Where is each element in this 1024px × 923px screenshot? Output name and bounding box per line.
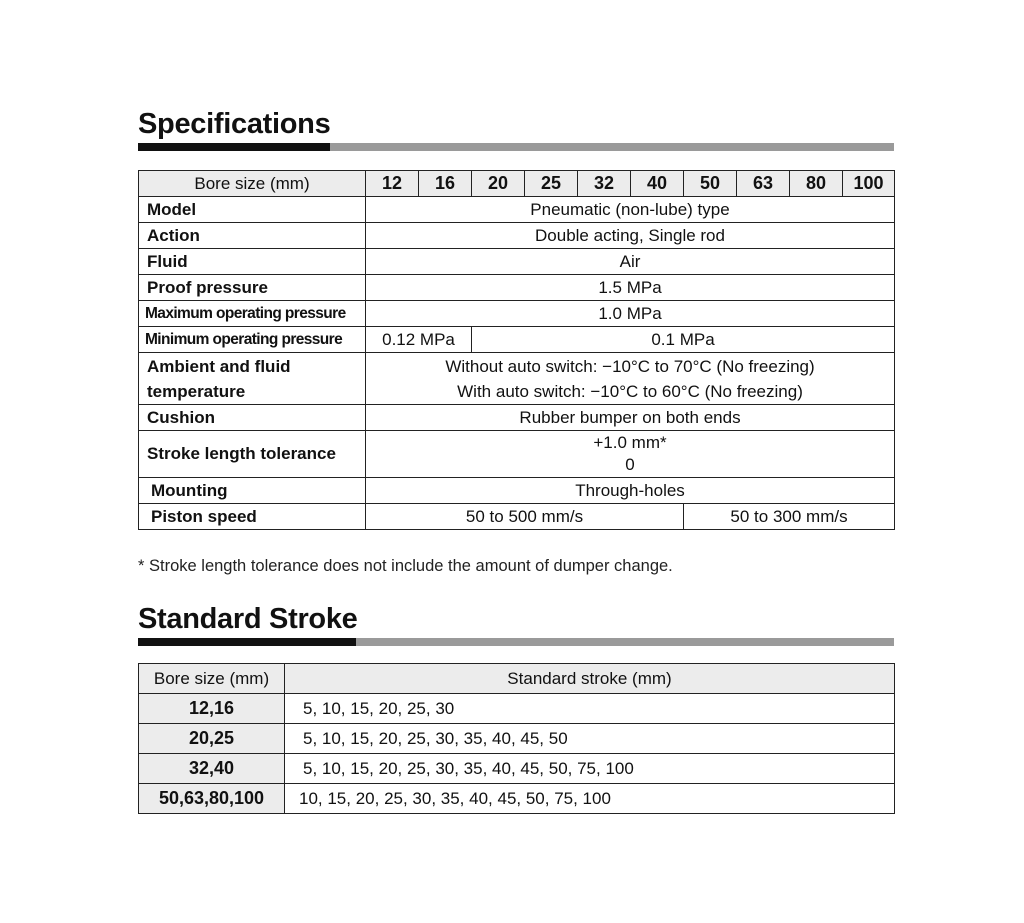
- stroke-tolerance-row: [139, 431, 895, 478]
- fluid-row: [139, 249, 895, 275]
- specifications-title: Specifications: [138, 108, 331, 140]
- stroke-tolerance-plus: +1.0 mm*: [593, 433, 667, 452]
- temperature-value-line2: With auto switch: −10°C to 60°C (No freezing): [457, 381, 803, 401]
- specifications-rule: [138, 143, 894, 151]
- max-pressure-row: [139, 301, 895, 327]
- stroke-tolerance-footnote: * Stroke length tolerance does not include the amount of dumper change.: [138, 557, 673, 575]
- piston-speed-row: [139, 504, 895, 530]
- temperature-label-line1: Ambient and fluid: [147, 356, 291, 376]
- model-row: [139, 197, 895, 223]
- bore-size-column-header: Bore size (mm): [139, 664, 285, 694]
- bore-size-header-row: [139, 171, 895, 197]
- min-pressure-small-bore-value: 0.12 MPa: [366, 327, 472, 353]
- temperature-label: [139, 353, 366, 405]
- action-row: [139, 223, 895, 249]
- stroke-tolerance-minus: 0: [625, 455, 635, 474]
- bore-size-cell: 63: [737, 171, 790, 197]
- standard-stroke-column-header: Standard stroke (mm): [285, 664, 895, 694]
- piston-speed-label: Piston speed: [139, 504, 366, 530]
- bore-size-cell: 12: [366, 171, 419, 197]
- model-label: Model: [139, 197, 366, 223]
- fluid-label: Fluid: [139, 249, 366, 275]
- cushion-value: Rubber bumper on both ends: [366, 405, 895, 431]
- max-pressure-label: Maximum operating pressure: [139, 301, 366, 327]
- bore-size-cell: 20: [472, 171, 525, 197]
- bore-size-cell: 25: [525, 171, 578, 197]
- mounting-label: Mounting: [139, 478, 366, 504]
- cushion-label: Cushion: [139, 405, 366, 431]
- cushion-row: [139, 405, 895, 431]
- temperature-row: [139, 353, 895, 405]
- bore-size-cell: 32,40: [139, 754, 285, 784]
- model-value: Pneumatic (non-lube) type: [366, 197, 895, 223]
- max-pressure-value: 1.0 MPa: [366, 301, 895, 327]
- bore-size-cell: 16: [419, 171, 472, 197]
- table-row: [139, 754, 895, 784]
- standard-stroke-table: [138, 663, 895, 814]
- bore-size-cell: 32: [578, 171, 631, 197]
- bore-size-header-label: Bore size (mm): [139, 171, 366, 197]
- min-pressure-label: Minimum operating pressure: [139, 327, 366, 353]
- temperature-value-line1: Without auto switch: −10°C to 70°C (No freezing): [445, 356, 815, 376]
- min-pressure-row: [139, 327, 895, 353]
- bore-size-cell: 20,25: [139, 724, 285, 754]
- proof-pressure-value: 1.5 MPa: [366, 275, 895, 301]
- standard-stroke-header-row: [139, 664, 895, 694]
- action-label: Action: [139, 223, 366, 249]
- stroke-values-cell: 10, 15, 20, 25, 30, 35, 40, 45, 50, 75, 100: [285, 784, 895, 814]
- proof-pressure-label: Proof pressure: [139, 275, 366, 301]
- bore-size-cell: 40: [631, 171, 684, 197]
- bore-size-cell: 100: [843, 171, 895, 197]
- action-value: Double acting, Single rod: [366, 223, 895, 249]
- specifications-table: [138, 170, 895, 530]
- temperature-label-line2: temperature: [147, 381, 246, 401]
- temperature-value: [366, 353, 895, 405]
- mounting-row: [139, 478, 895, 504]
- stroke-tolerance-label: Stroke length tolerance: [139, 431, 366, 478]
- min-pressure-other-value: 0.1 MPa: [472, 327, 895, 353]
- bore-size-cell: 50: [684, 171, 737, 197]
- bore-size-cell: 12,16: [139, 694, 285, 724]
- piston-speed-large-bore-value: 50 to 300 mm/s: [684, 504, 895, 530]
- stroke-values-cell: 5, 10, 15, 20, 25, 30, 35, 40, 45, 50, 75, 100: [285, 754, 895, 784]
- standard-stroke-title: Standard Stroke: [138, 603, 358, 635]
- table-row: [139, 694, 895, 724]
- stroke-values-cell: 5, 10, 15, 20, 25, 30: [285, 694, 895, 724]
- bore-size-cell: 50,63,80,100: [139, 784, 285, 814]
- table-row: [139, 784, 895, 814]
- stroke-values-cell: 5, 10, 15, 20, 25, 30, 35, 40, 45, 50: [285, 724, 895, 754]
- mounting-value: Through-holes: [366, 478, 895, 504]
- table-row: [139, 724, 895, 754]
- bore-size-cell: 80: [790, 171, 843, 197]
- piston-speed-small-bore-value: 50 to 500 mm/s: [366, 504, 684, 530]
- stroke-tolerance-value: [366, 431, 895, 478]
- proof-pressure-row: [139, 275, 895, 301]
- fluid-value: Air: [366, 249, 895, 275]
- standard-stroke-rule: [138, 638, 894, 646]
